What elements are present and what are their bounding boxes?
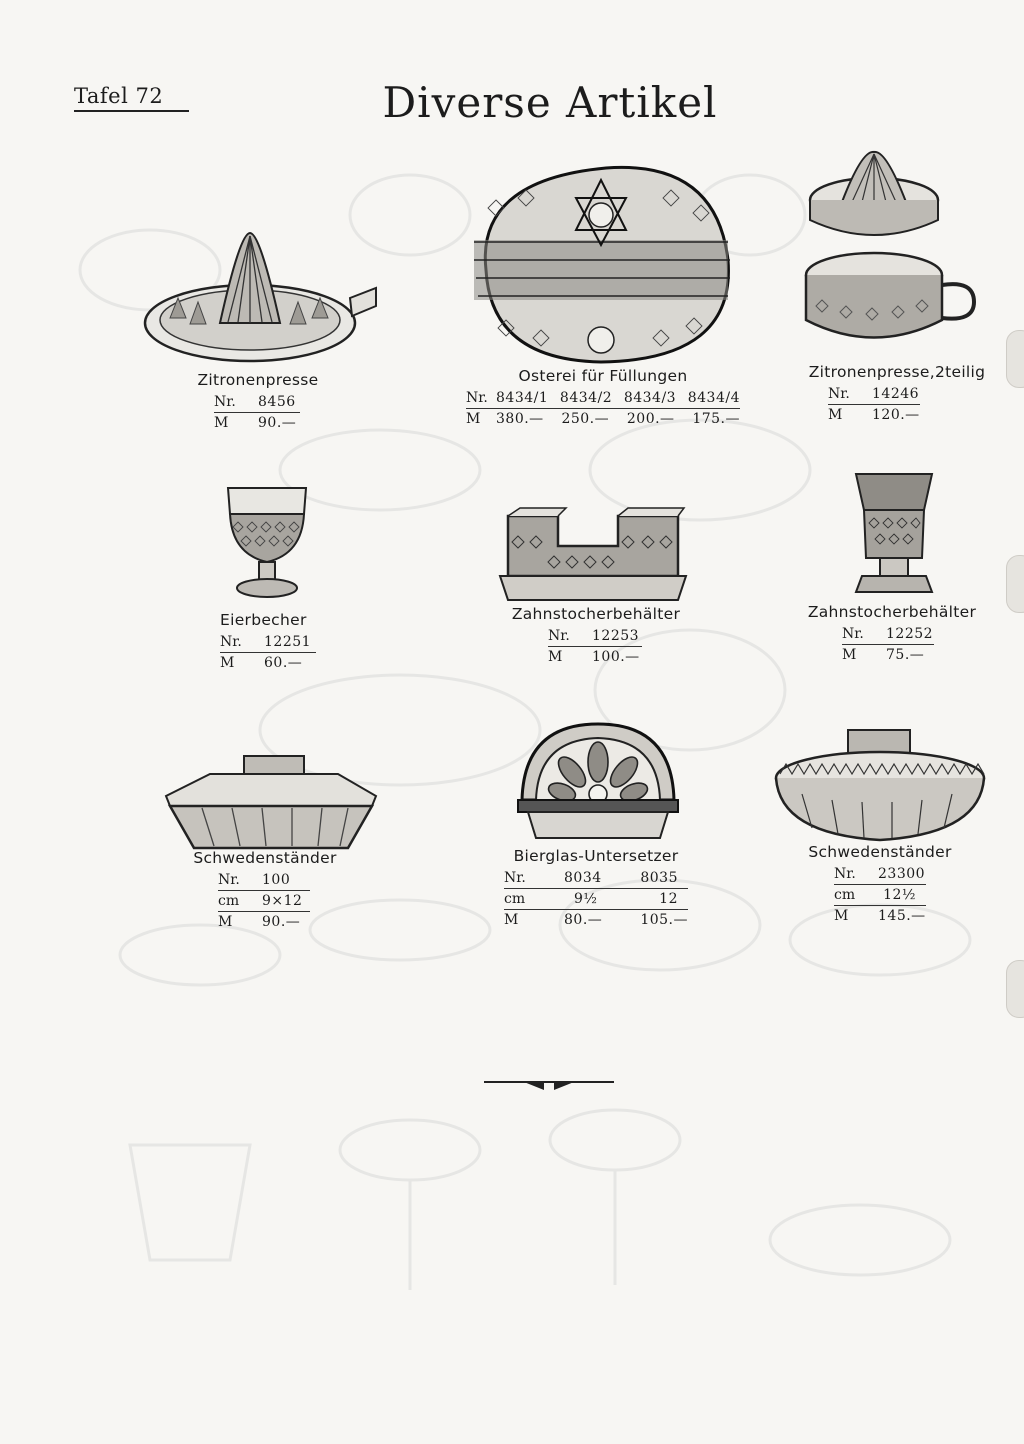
row-label: M [828, 407, 843, 423]
row-nr [218, 870, 310, 891]
match-holder-square-illustration [162, 752, 378, 852]
row-value: 12½ [883, 887, 916, 903]
row-value: 8456 [258, 394, 296, 410]
row-cm [504, 889, 688, 910]
end-ornament [484, 1074, 614, 1094]
row-value: 75.— [886, 647, 925, 663]
lemon-squeezer-illustration [140, 228, 380, 368]
row-nr [504, 868, 688, 889]
row-price [466, 409, 740, 429]
row-label: M [842, 647, 857, 663]
row-value: 60.— [264, 655, 303, 671]
row-nr [828, 384, 920, 405]
row-price [834, 906, 926, 926]
egg-cup-illustration [226, 484, 308, 600]
row-value: 80.— [564, 912, 603, 928]
row-label: M [214, 415, 229, 431]
plate-number: Tafel 72 [74, 84, 189, 112]
row-price [218, 912, 310, 932]
item-egg-cup [220, 610, 324, 673]
row-value: 250.— [561, 411, 610, 427]
row-label: cm [218, 893, 240, 909]
row-label: Nr. [466, 390, 488, 406]
row-value: 8434/1 [496, 390, 549, 406]
row-value: 12252 [886, 626, 934, 642]
row-nr [220, 632, 316, 653]
item-name: Eierbecher [220, 611, 307, 629]
item-easter-egg [466, 366, 740, 429]
row-value: 175.— [692, 411, 740, 427]
row-label: Nr. [504, 870, 526, 886]
row-value: 145.— [878, 908, 926, 924]
row-value: 120.— [872, 407, 920, 423]
item-name: Bierglas-Untersetzer [513, 847, 679, 865]
row-value: 14246 [872, 386, 920, 402]
row-value: 100.— [592, 649, 640, 665]
row-nr [214, 392, 300, 413]
row-label: Nr. [834, 866, 856, 882]
row-cm [834, 885, 926, 906]
item-name: Zitronenpresse [197, 371, 319, 389]
row-price [842, 645, 934, 665]
item-name: Schwedenständer [193, 849, 337, 867]
item-name: Zitronenpresse,2teilig [808, 363, 986, 381]
row-label: M [466, 411, 481, 427]
row-nr [834, 864, 926, 885]
item-beer-coaster [504, 846, 688, 930]
row-price [504, 910, 688, 930]
row-price [220, 653, 316, 673]
row-value: 8434/2 [559, 390, 613, 406]
punch-hole-bottom [1006, 960, 1024, 1018]
item-lemon-squeezer [196, 370, 320, 433]
row-value: 90.— [262, 914, 301, 930]
row-price [828, 405, 920, 425]
row-value: 12 [659, 891, 678, 907]
row-value: 90.— [258, 415, 297, 431]
row-label: Nr. [220, 634, 242, 650]
row-label: M [220, 655, 235, 671]
row-value: 8034 [564, 870, 602, 886]
row-label: Nr. [548, 628, 570, 644]
row-value: 200.— [626, 411, 675, 427]
beer-coaster-illustration [514, 720, 682, 844]
easter-egg-illustration [466, 160, 736, 370]
item-name: Schwedenständer [808, 843, 952, 861]
row-label: M [548, 649, 563, 665]
two-part-lemon-squeezer-illustration [802, 150, 982, 360]
toothpick-holder-flat-illustration [498, 506, 688, 606]
item-match-holder-square [190, 848, 340, 932]
match-holder-round-illustration [772, 724, 988, 846]
page-title: Diverse Artikel [382, 78, 718, 127]
row-label: Nr. [218, 872, 240, 888]
row-value: 380.— [496, 411, 544, 427]
punch-hole-middle [1006, 555, 1024, 613]
item-name: Zahnstocherbehälter [511, 605, 681, 623]
row-label: Nr. [842, 626, 864, 642]
row-value: 12253 [592, 628, 640, 644]
row-value: 8434/4 [687, 390, 740, 406]
row-value: 9×12 [262, 893, 303, 909]
row-value: 8434/3 [623, 390, 677, 406]
row-value: 12251 [264, 634, 312, 650]
row-value: 8035 [640, 870, 678, 886]
row-label: M [834, 908, 849, 924]
punch-hole-top [1006, 330, 1024, 388]
row-label: M [504, 912, 519, 928]
row-price [214, 413, 300, 433]
row-price [548, 647, 642, 667]
item-toothpick-holder-flat [504, 604, 688, 667]
row-value: 105.— [640, 912, 688, 928]
row-cm [218, 891, 310, 912]
row-value: 9½ [574, 891, 598, 907]
row-value: 100 [262, 872, 291, 888]
item-name: Zahnstocherbehälter [807, 603, 977, 621]
row-label: cm [504, 891, 526, 907]
row-nr [466, 388, 740, 409]
item-toothpick-holder-vase [800, 602, 984, 665]
item-two-part-lemon-squeezer [802, 362, 992, 425]
item-match-holder-round [800, 842, 960, 926]
row-label: M [218, 914, 233, 930]
row-nr [842, 624, 934, 645]
row-label: Nr. [828, 386, 850, 402]
toothpick-holder-vase-illustration [852, 470, 936, 598]
item-name: Osterei für Füllungen [518, 367, 688, 385]
row-nr [548, 626, 642, 647]
row-label: cm [834, 887, 856, 903]
row-label: Nr. [214, 394, 236, 410]
row-value: 23300 [878, 866, 926, 882]
